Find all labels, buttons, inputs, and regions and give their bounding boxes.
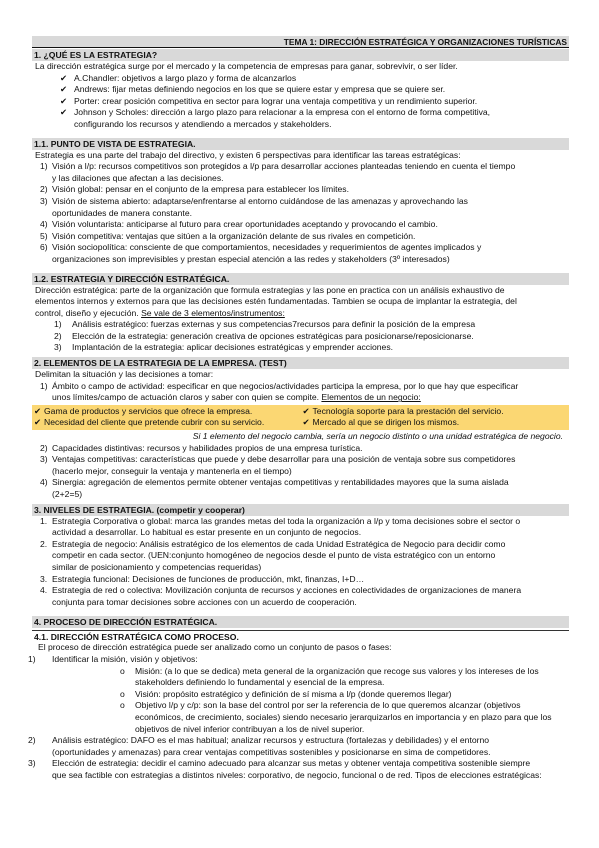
list-number: o: [120, 665, 125, 676]
page-header: TEMA 1: DIRECCIÓN ESTRATÉGICA Y ORGANIZACIONES TURÍSTICAS: [32, 36, 569, 48]
list-item: [32, 443, 569, 455]
list-item-text: Estrategia Corporativa o global: marca las grandes metas del toda la organización a l/p y toma decisiones sobre el sector o: [52, 515, 521, 526]
section-4-heading: 4. PROCESO DE DIRECCIÓN ESTRATÉGICA.: [32, 616, 569, 628]
list-item: 1) Ámbito o campo de actividad: especificar en que negocios/actividades participa la empresa, por lo que hay que especificar: [40, 380, 519, 391]
list-item: [32, 161, 569, 173]
list-item: unos límites/campo de actuación claros y saber con quien se compite. Elementos de un negocio:: [52, 392, 421, 403]
list-item-text: stakeholders definiendo lo fundamental y esencial de la empresa.: [135, 677, 385, 688]
list-item: [32, 319, 569, 331]
highlight-item: ✔ Mercado al que se dirigen los mismos.: [302, 417, 460, 428]
check-icon: ✔: [34, 417, 42, 428]
list-item-text: Visión sociopolítica: consciente de que comportamientos, necesidades y requerimientos de agentes implicados y: [52, 242, 482, 253]
list-item: [28, 758, 569, 770]
list-item-text: Visión competitiva: ventajas que sitúen a la organización delante de sus rivales en competición.: [52, 230, 416, 241]
list-number: 2): [28, 735, 36, 746]
list-number: 2.: [40, 538, 48, 549]
list-number: 4.: [40, 585, 48, 596]
list-item: [32, 677, 569, 689]
list-item-text: Misión: (a lo que se dedica) meta general de la organización que recoge sus valores y los intereses de los: [135, 665, 539, 676]
paragraph: El proceso de dirección estratégica puede ser analizado como un conjunto de pasos o fases:: [38, 642, 392, 653]
list-item: [32, 208, 569, 220]
list-item-text: Johnson y Scholes: dirección a largo plazo para relacionar a la empresa con el entorno de forma competitiva,: [74, 107, 491, 118]
list-item: [32, 242, 569, 254]
section-2-heading: 2. ELEMENTOS DE LA ESTRATEGIA DE LA EMPRESA. (TEST): [32, 357, 569, 369]
list-item: [32, 539, 569, 551]
list-item-text: organizaciones son imprevisibles y prestan especial atención a las redes y stakeholders (3º interesados): [52, 253, 450, 264]
list-item: [32, 96, 569, 108]
list-item-text: configurando los recursos y atendiendo a mercados y stakeholders.: [74, 118, 332, 129]
list-item-text: y las dilaciones que afectan a las decisiones.: [52, 172, 224, 183]
section-4-1-heading: 4.1. DIRECCIÓN ESTRATÉGICA COMO PROCESO.: [32, 630, 569, 642]
paragraph: La dirección estratégica surge por el mercado y la competencia de empresas para ganar, sobrevivir, o ser líder.: [35, 61, 458, 71]
list-item: [28, 735, 569, 747]
list-item-text: Capacidades distintivas: recursos y habilidades propios de una empresa turística.: [52, 442, 363, 453]
list-item-text: Visión voluntarista: anticiparse al futuro para crear oportunidades aceptando y provocando el cambio.: [52, 219, 438, 230]
list-item-text: (2+2=5): [52, 489, 83, 499]
list-number: 4): [40, 219, 48, 230]
list-number: 2): [54, 330, 62, 341]
list-number: o: [120, 700, 125, 711]
list-item: [32, 107, 569, 119]
list-item: [32, 562, 569, 574]
list-item-text: conjunta para tomar decisiones sobre acciones con un acuerdo de cooperación.: [52, 596, 357, 607]
section-1-1-heading: 1.1. PUNTO DE VISTA DE ESTRATEGIA.: [32, 138, 569, 150]
list-item: [32, 231, 569, 243]
list-number: 2): [40, 184, 48, 195]
section-1-heading: 1. ¿QUÉ ES LA ESTRATEGIA?: [32, 49, 569, 61]
list-number: 6): [40, 242, 48, 253]
list-item-text: Análisis estratégico: DAFO es el mas habitual; analizar recursos y estructura (fortalezas y debilidades) y el entorno: [52, 735, 490, 746]
highlight-box: [32, 405, 569, 430]
list-item: [32, 184, 569, 196]
highlight-item: ✔ Necesidad del cliente que pretende cubrir con su servicio.: [34, 417, 265, 428]
list-item: [32, 196, 569, 208]
check-icon: ✔: [60, 95, 68, 106]
list-number: 3): [40, 195, 48, 206]
list-item: [32, 342, 569, 354]
list-item: [32, 550, 569, 562]
list-item: [32, 173, 569, 185]
list-item-text: Elección de la estrategia: generación creativa de opciones estratégicas para posicionarse/reposicionarse.: [72, 330, 474, 341]
list-item-text: competir en cada sector. (UEN:conjunto homogéneo de negocios desde el punto de vista estratégico con un entorno: [52, 550, 496, 561]
list-number: o: [120, 688, 125, 699]
list-item: [32, 489, 569, 501]
paragraph: Estrategia es una parte del trabajo del directivo, y existen 6 perspectivas para identificar las tareas estratégicas:: [35, 149, 461, 160]
list-item: [32, 700, 569, 712]
list-item-text: Análisis estratégico: fuerzas externas y sus competencias7recursos para definir la posición de la empresa: [72, 319, 476, 330]
paragraph-line: Dirección estratégica: parte de la organización que formula estrategias y las pone en practica con un análisis exhaustivo de: [35, 284, 505, 295]
check-icon: ✔: [302, 405, 310, 416]
list-item: [32, 516, 569, 528]
check-icon: ✔: [60, 72, 68, 83]
check-icon: ✔: [60, 107, 68, 118]
list-item: [32, 585, 569, 597]
list-item-text: similar de posicionamiento y competencias requeridas): [52, 561, 262, 572]
list-number: 3): [40, 454, 48, 465]
list-number: 2): [40, 442, 48, 453]
list-item-text: actividad a desarrollar. Lo habitual es estar presente en un conjunto de negocios.: [52, 527, 362, 538]
note: Si 1 elemento del negocio cambia, sería un negocio distinto o una unidad estratégica de negocio.: [192, 431, 563, 442]
list-item-text: Objetivo l/p y c/p: son la base del control por ser la referencia de lo que queremos alcanzar (objetivos: [135, 700, 521, 711]
list-number: 1): [54, 319, 62, 330]
list-item: [32, 597, 569, 609]
list-item-text: (hacerlo mejor, conseguir la ventaja y mantenerla en el tiempo): [52, 465, 292, 476]
list-item-text: que sea factible con estrategias a distintos niveles: corporativo, de negocio, funcional o de red. Tipos de elecciones estratégicas:: [52, 769, 542, 780]
list-item: [32, 747, 569, 759]
paragraph: Delimitan la situación y las decisiones a tomar:: [35, 369, 214, 380]
check-icon: ✔: [302, 417, 310, 428]
list-item-text: Estrategia de red o colectiva: Movilización conjunta de recursos y acciones en colectividades de organizaciones de manera: [52, 585, 522, 596]
list-item: [32, 477, 569, 489]
list-item: [32, 84, 569, 96]
list-item-text: Visión global: pensar en el conjunto de la empresa para establecer los límites.: [52, 184, 349, 195]
list-item: [32, 666, 569, 678]
list-item: 1) Identificar la misión, visión y objetivos:: [28, 653, 198, 664]
list-item-text: Estrategia funcional: Decisiones de funciones de producción, mkt, finanzas, I+D…: [52, 573, 365, 584]
paragraph-line: elementos internos y externos para que las decisiones estén fundamentadas. Tambien se ocupa de implantar la estrategia, del: [35, 296, 517, 307]
list-item: [32, 712, 569, 724]
list-item-text: (oportunidades y amenazas) para crear ventajas competitivas sostenibles y posicionarse en sima de competidores.: [52, 746, 491, 757]
list-number: 3): [54, 342, 62, 353]
paragraph-line: control, diseño y ejecución. Se vale de 3 elementos/instrumentos:: [35, 307, 285, 318]
list-item-text: A.Chandler: objetivos a largo plazo y forma de alcanzarlos: [74, 72, 297, 83]
list-item-text: Andrews: fijar metas definiendo negocios en los que se quiere estar y empresa que se quiere ser.: [74, 84, 446, 95]
list-item: [32, 527, 569, 539]
list-item-text: objetivos de nivel inferior contribuyan a los de nivel superior.: [135, 723, 365, 734]
list-item-text: Implantación de la estrategia: aplicar decisiones estratégicas y emprender acciones.: [72, 342, 394, 353]
list-item: [32, 770, 569, 782]
list-item: [32, 119, 569, 131]
list-item-text: Visión a l/p: recursos competitivos son protegidos a l/p para desarrollar acciones planteadas teniendo en cuenta el tiempo: [52, 161, 516, 172]
list-item-text: Porter: crear posición competitiva en sector para lograr una ventaja competitiva y un rendimiento superior.: [74, 95, 478, 106]
list-item: [32, 73, 569, 85]
list-number: 4): [40, 477, 48, 488]
list-item: [32, 689, 569, 701]
list-item: [32, 331, 569, 343]
list-number: 5): [40, 230, 48, 241]
list-item: [32, 454, 569, 466]
list-item-text: oportunidades de manera constante.: [52, 207, 192, 218]
list-item: [32, 466, 569, 478]
list-item-text: Visión de sistema abierto: adaptarse/enfrentarse al entorno cuidándose de las amenazas y aprovechando las: [52, 195, 468, 206]
list-number: 1): [40, 161, 48, 172]
section-3-heading: 3. NIVELES DE ESTRATEGIA. (competir y cooperar): [32, 504, 569, 516]
highlight-item: ✔ Gama de productos y servicios que ofrece la empresa.: [34, 405, 253, 416]
highlight-item: ✔ Tecnología soporte para la prestación del servicio.: [302, 405, 504, 416]
list-item: [32, 574, 569, 586]
list-item-text: Elección de estrategia: decidir el camino adecuado para alcanzar sus metas y obtener ventaja competitiva sostenible siempre: [52, 758, 531, 769]
list-item-text: Visión: propósito estratégico y definición de sí misma a l/p (donde queremos llegar): [135, 688, 452, 699]
list-item: [32, 254, 569, 266]
check-icon: ✔: [60, 84, 68, 95]
list-item-text: económicos, de crecimiento, sociales) siendo necesario jerarquizarlos en importancia y en plazo para que los: [135, 711, 552, 722]
check-icon: ✔: [34, 405, 42, 416]
list-number: 3): [28, 758, 36, 769]
list-number: 3.: [40, 573, 48, 584]
list-item: [32, 219, 569, 231]
section-1-2-heading: 1.2. ESTRATEGIA Y DIRECCIÓN ESTRATÉGICA.: [32, 273, 569, 285]
list-item-text: Ventajas competitivas: características que puede y debe desarrollar para una posición de ventaja sobre sus competidores: [52, 454, 516, 465]
list-item-text: Sinergia: agregación de elementos permite obtener ventajas competitivas y rentabilidades mayores que la suma aislada: [52, 477, 509, 488]
list-number: 1.: [40, 515, 48, 526]
list-item-text: Estrategia de negocio: Análisis estratégico de los elementos de cada Unidad Estratégica de Negocio para decidir como: [52, 538, 506, 549]
list-item: [32, 724, 569, 736]
